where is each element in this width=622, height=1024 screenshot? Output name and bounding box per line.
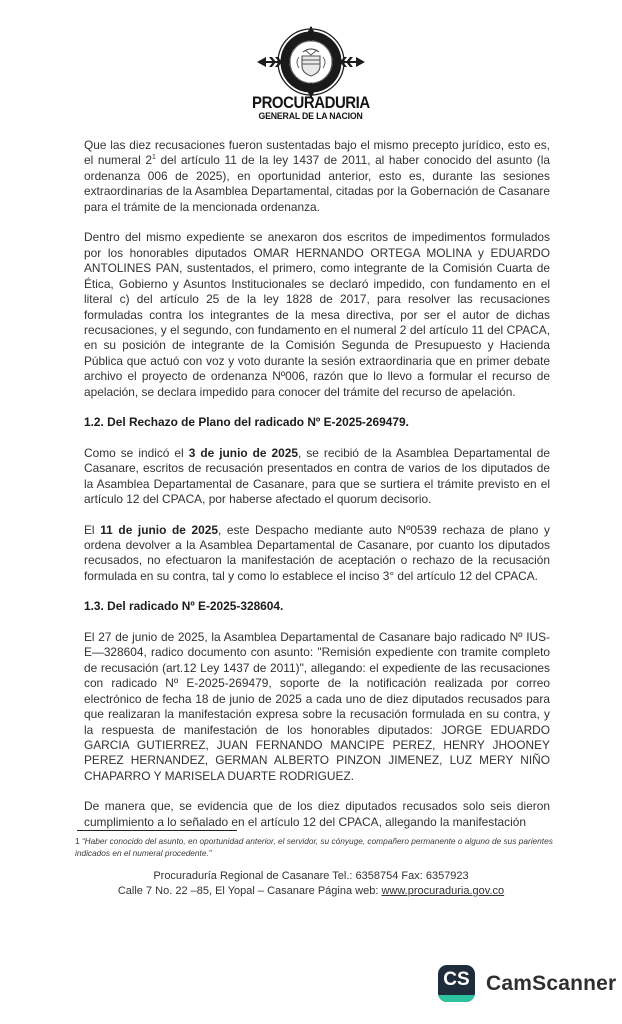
footnote-ref: 1 (151, 154, 156, 162)
procuraduria-seal-icon (255, 26, 367, 98)
org-name-secondary: GENERAL DE LA NACION (258, 111, 364, 122)
document-header (0, 26, 622, 122)
camscanner-label: CamScanner (486, 971, 617, 995)
footnote-text (75, 835, 555, 859)
document-body (84, 138, 550, 845)
paragraph: El 11 de junio de 2025, este Despacho mediante auto Nº0539 rechaza de plano y ordena devolver a la Asamblea Departamental de Casanare, por cuanto los diputados recusados, no efectuaron la manifestación de aceptación o rechazo de la recusación formulada en su contra, tal y como lo establece el inciso 3° del artículo 12 del CPACA. (84, 522, 550, 583)
paragraph: El 27 de junio de 2025, la Asamblea Departamental de Casanare bajo radicado Nº IUS-E—328604, radico documento con asunto: "Remisión expediente con tramite completo de recusación (art.12 Ley 1437 de 2011)", allegando: el expediente de las recusaciones con radicado Nº E-2025-269479, soporte de la notificación realizada por correo electrónico de fecha 18 de junio de 2025 a cada uno de diez diputados recusados para que realizaran la manifestación expresa sobre la recusación formulada en su contra, y la respuesta de manifestación de los honorables diputados: JORGE EDUARDO GARCIA GUTIERREZ, JUAN FERNANDO MANCIPE PEREZ, HENRY JHOONEY PEREZ HERNANDEZ, GERMAN ALBERTO PINZON JIMENEZ, LUZ MERY NIÑO CHAPARRO Y MARISELA DUARTE RODRIGUEZ. (84, 629, 550, 783)
org-name-primary: PROCURADURIA (252, 93, 370, 112)
camscanner-watermark (438, 965, 616, 1002)
section-heading: 1.2. Del Rechazo de Plano del radicado Nº E-2025-269479. (84, 415, 409, 430)
website-link[interactable]: www.procuraduria.gov.co (381, 885, 505, 897)
footer-contact-line: Procuraduría Regional de Casanare Tel.: 6358754 Fax: 6357923 (153, 870, 469, 882)
section-heading: 1.3. Del radicado Nº E-2025-328604. (84, 599, 284, 614)
footnote-separator (77, 830, 237, 831)
paragraph: De manera que, se evidencia que de los diez diputados recusados solo seis dieron cumplimiento a lo señalado en el artículo 12 del CPACA, allegando la manifestación (84, 799, 550, 829)
camscanner-icon-letters: CS (443, 969, 470, 990)
camscanner-icon (438, 965, 475, 1002)
camscanner-icon-accent (438, 995, 475, 1002)
paragraph: Dentro del mismo expediente se anexaron dos escritos de impedimentos formulados por los honorables diputados OMAR HERNANDO ORTEGA MOLINA y EDUARDO ANTOLINES PAN, sustentados, el primero, como integrante de la Comisión Cuarta de Ética, Gobierno y Asuntos Institucionales se declaró impedido, con fundamento en el literal c) del artículo 25 de la ley 1828 de 2017, para resolver las recusaciones formuladas contra los integrantes de la mesa directiva, por ser el autor de dichas recusaciones, y el segundo, con fundamento en el numeral 2 del artículo 11 del CPACA, en su posición de integrante de la Comisión Segunda de Presupuesto y Hacienda Pública que actuó con voz y voto durante la sesión extraordinaria que en primer debate archivo el proyecto de ordenanza Nº006, razón que lo llevo a formular el recurso de apelación, se declara impedido para conocer del trámite del recurso de apelación. (84, 230, 550, 399)
footnote-marker: 1 (75, 836, 82, 846)
document-footer (0, 869, 622, 899)
footnote-block (75, 830, 555, 859)
paragraph: Como se indicó el 3 de junio de 2025, se recibió de la Asamblea Departamental de Casanare, escritos de recusación presentados en contra de varios de los diputados de la Asamblea Departamental de Casanare, para que se surtiera el trámite previsto en el artículo 12 del CPACA, por haberse afectado el quorum decisorio. (84, 445, 550, 507)
paragraph: Que las diez recusaciones fueron sustentadas bajo el mismo precepto jurídico, esto es, el numeral $2^1$ del artículo 11 de la ley 1437 de 2011, al haber conocido del asunto (la ordenanza 006 de 2025), en oportunidad anterior, esto es, durante las sesiones extraordinarias de la Asamblea Departamental, citadas por la Gobernación de Casanare para el trámite de la mencionada ordenanza. (84, 138, 550, 214)
footnote-quote: “Haber conocido del asunto, en oportunidad anterior, el servidor, su cónyuge, compañero permanente o alguno de sus parientes indicados en el numeral procedente.” (75, 836, 553, 858)
footer-address-text: Calle 7 No. 22 –85, El Yopal – Casanare Página web: (117, 885, 382, 897)
footer-address-line (0, 884, 622, 899)
